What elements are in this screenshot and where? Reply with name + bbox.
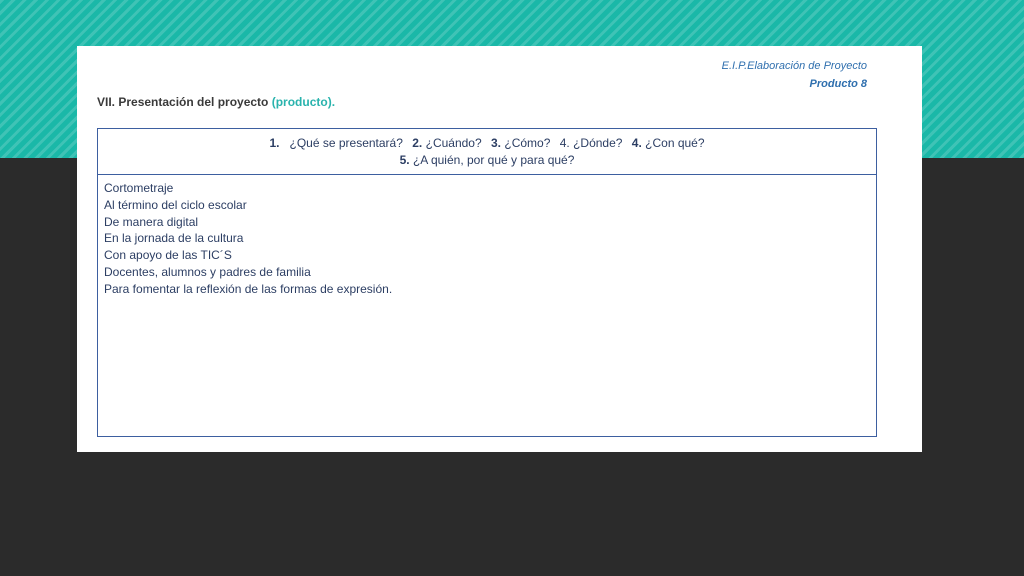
- question-4a: [560, 136, 623, 150]
- header-project-label: E.I.P.Elaboración de Proyecto: [721, 60, 867, 72]
- answer-line: Docentes, alumnos y padres de familia: [104, 264, 311, 279]
- question-5-text: ¿A quién, por qué y para qué?: [412, 153, 575, 167]
- question-2-text: ¿Cuándo?: [425, 136, 482, 150]
- questions-line-1: [98, 135, 876, 152]
- question-4b: [632, 136, 705, 150]
- header-product-label: Producto 8: [809, 78, 867, 90]
- question-3-text: ¿Cómo?: [504, 136, 551, 150]
- question-4b-number: 4.: [631, 136, 642, 150]
- question-3: [491, 136, 550, 150]
- question-1-number: 1.: [269, 136, 280, 150]
- question-3-number: 3.: [491, 136, 502, 150]
- document-page: [77, 46, 922, 452]
- answer-line: En la jornada de la cultura: [104, 231, 244, 246]
- questions-row: [98, 129, 876, 175]
- question-4b-text: ¿Con qué?: [645, 136, 705, 150]
- question-1-text: ¿Qué se presentará?: [289, 136, 403, 150]
- question-1: [269, 136, 402, 150]
- answers-cell: [98, 175, 876, 303]
- project-table: [97, 128, 877, 437]
- answer-line: Para fomentar la reflexión de las formas de expresión.: [104, 281, 393, 296]
- document-header: [722, 57, 867, 93]
- question-4a-number: 4.: [559, 136, 570, 150]
- answer-line: Cortometraje: [104, 181, 174, 195]
- question-5-number: 5.: [399, 153, 410, 167]
- answer-line: De manera digital: [104, 214, 199, 229]
- question-4a-text: ¿Dónde?: [573, 136, 623, 150]
- question-2-number: 2.: [412, 136, 423, 150]
- questions-line-2: [98, 152, 876, 169]
- answer-line: Con apoyo de las TIC´S: [104, 248, 232, 263]
- answer-line: Al término del ciclo escolar: [104, 197, 247, 212]
- section-title-main: VII. Presentación del proyecto: [97, 95, 272, 109]
- question-2: [412, 136, 481, 150]
- question-5: [400, 153, 575, 167]
- section-title-accent: (producto).: [271, 95, 336, 109]
- section-title: [97, 95, 335, 109]
